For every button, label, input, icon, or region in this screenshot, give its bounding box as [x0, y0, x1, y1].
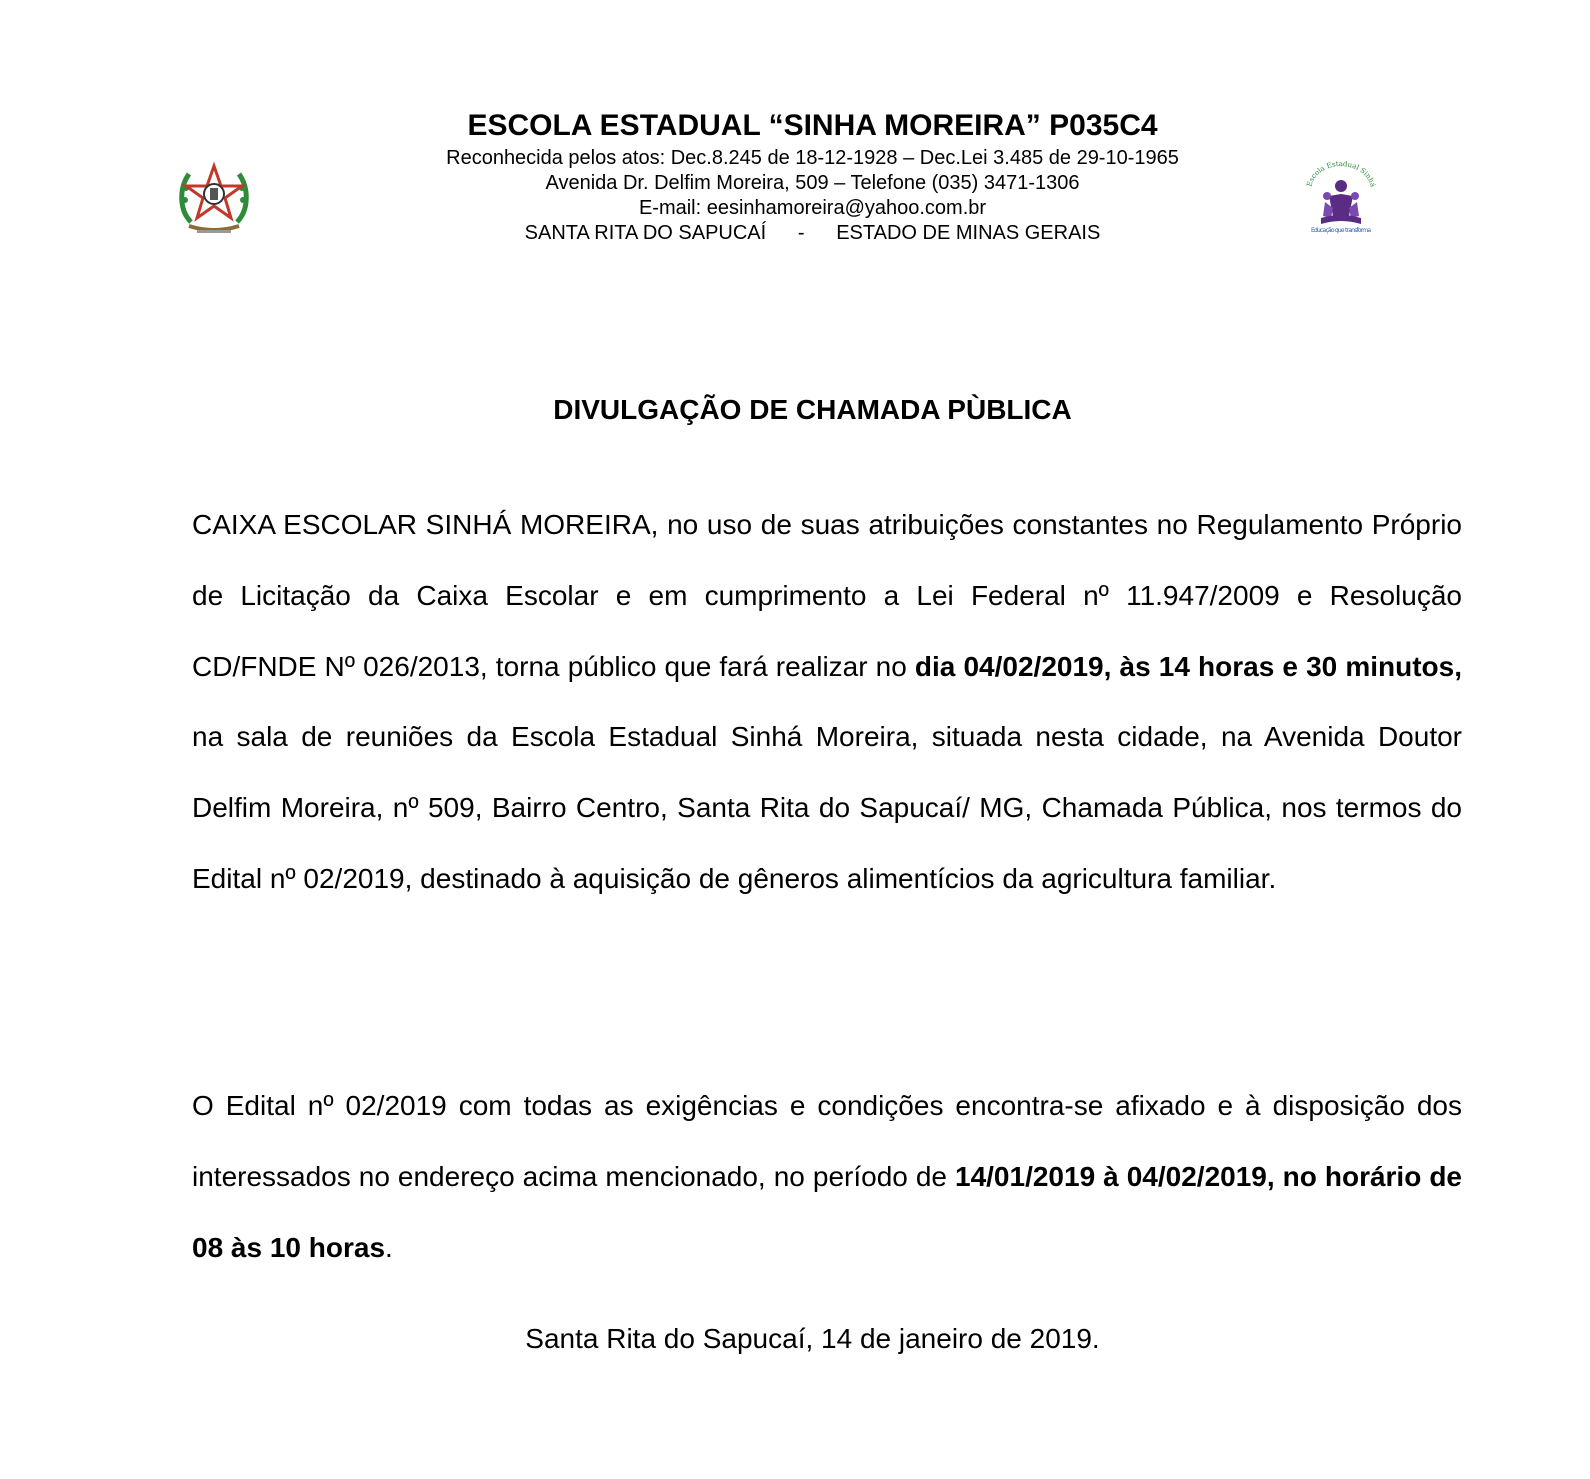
location-separator: - — [797, 222, 805, 244]
city-name: SANTA RITA DO SAPUCAÍ — [524, 222, 767, 244]
email-line: E-mail: eesinhamoreira@yahoo.com.br — [638, 197, 987, 219]
paragraph1-text-end: na sala de reuniões da Escola Estadual Sinhá Moreira, situada nesta cidade, na Avenida Doutor Delfim Moreira, nº 509, Bairro Centro, Santa Rita do Sapucaí/ MG, Chamada Pública, nos termos do Edital nº 02/2019, destinado à aquisição de gêneros alimentícios da agricultura familiar. — [192, 721, 1462, 894]
availability-period: 14/01/2019 à 04/02/2019, no horário de 08 às 10 horas — [192, 1160, 1463, 1263]
document-title: DIVULGAÇÃO DE CHAMADA PÙBLICA — [553, 394, 1072, 425]
school-name: ESCOLA ESTADUAL “SINHA MOREIRA” P035C4 — [467, 109, 1158, 142]
address-line: Avenida Dr. Delfim Moreira, 509 – Telefone (035) 3471-1306 — [545, 172, 1080, 194]
school-logo-icon — [1303, 160, 1379, 240]
meeting-date-time: dia 04/02/2019, às 14 horas e 30 minutos, — [914, 650, 1462, 682]
place-and-date: Santa Rita do Sapucaí, 14 de janeiro de 2019. — [525, 1323, 1100, 1354]
paragraph2-text-start: O Edital nº 02/2019 com todas as exigências e condições encontra-se afixado e à disposição dos interessados no endereço acima mencionado, no período de — [192, 1090, 1462, 1192]
school-logo — [1303, 160, 1379, 240]
state-name: ESTADO DE MINAS GERAIS — [836, 222, 1101, 244]
paragraph1-text-start: CAIXA ESCOLAR SINHÁ MOREIRA, no uso de suas atribuições constantes no Regulamento Próprio de Licitação da Caixa Escolar e em cumprimento a Lei Federal nº 11.947/2009 e Resolução CD/FNDE Nº 026/2013, torna público que fará realizar no — [192, 509, 1462, 682]
school-logo-bottom-text: Educação que transforma — [1311, 227, 1371, 234]
edital-availability-paragraph — [192, 1071, 1462, 1283]
paragraph2-text-end: . — [385, 1231, 393, 1263]
school-logo-top-text: Escola Estadual Sinhá — [1305, 160, 1377, 188]
recognition-line: Reconhecida pelos atos: Dec.8.245 de 18-12-1928 – Dec.Lei 3.485 de 29-10-1965 — [446, 147, 1179, 169]
announcement-paragraph — [192, 490, 1462, 915]
